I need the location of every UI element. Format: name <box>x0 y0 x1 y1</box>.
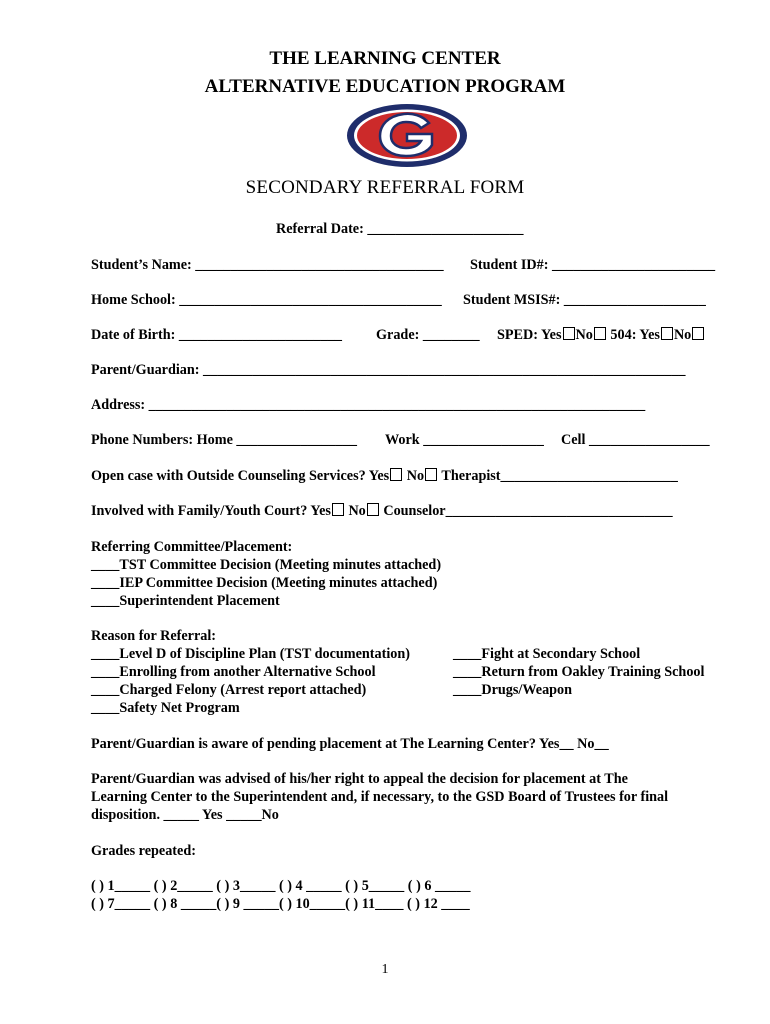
grade-field[interactable]: Grade: ________ <box>376 327 480 343</box>
phone-home-field[interactable]: Phone Numbers: Home _________________ <box>91 432 358 448</box>
reason-item[interactable]: ____Fight at Secondary School <box>453 646 641 662</box>
sped-no-checkbox[interactable] <box>594 327 606 340</box>
s504-yes-checkbox[interactable] <box>661 327 673 340</box>
committee-item[interactable]: ____Superintendent Placement <box>91 593 280 609</box>
advised-line3[interactable]: disposition. _____ Yes _____No <box>91 807 279 823</box>
therapist-field[interactable]: Therapist_________________________ <box>441 468 678 484</box>
sped-yes-checkbox[interactable] <box>563 327 575 340</box>
committee-item[interactable]: ____IEP Committee Decision (Meeting minutes attached) <box>91 575 438 591</box>
s504-yes-label: 504: Yes <box>610 327 660 343</box>
form-title: SECONDARY REFERRAL FORM <box>245 177 525 198</box>
advised-line2: Learning Center to the Superintendent and, if necessary, to the GSD Board of Trustees for final <box>91 789 669 805</box>
sped-no-label: No <box>575 327 593 343</box>
student-id-field[interactable]: Student ID#: _______________________ <box>470 257 716 273</box>
committee-item[interactable]: ____TST Committee Decision (Meeting minutes attached) <box>91 557 442 573</box>
counselor-field[interactable]: Counselor________________________________ <box>383 503 673 519</box>
court-no-checkbox[interactable] <box>367 503 379 516</box>
reason-item[interactable]: ____Return from Oakley Training School <box>453 664 705 680</box>
reason-item[interactable]: ____Level D of Discipline Plan (TST documentation) <box>91 646 410 662</box>
program-title-line1: THE LEARNING CENTER <box>269 48 501 69</box>
student-msis-field[interactable]: Student MSIS#: ____________________ <box>463 292 706 308</box>
referral-date-field[interactable]: Referral Date: ______________________ <box>276 221 524 237</box>
s504-no-checkbox[interactable] <box>692 327 704 340</box>
grades-heading: Grades repeated: <box>91 843 196 859</box>
reason-item[interactable]: ____Charged Felony (Arrest report attached) <box>91 682 367 698</box>
grades-row1[interactable]: ( ) 1_____ ( ) 2_____ ( ) 3_____ ( ) 4 _____ ( ) 5_____ ( ) 6 _____ <box>91 878 471 894</box>
reason-item[interactable]: ____Enrolling from another Alternative School <box>91 664 376 680</box>
g-logo-icon <box>346 103 468 168</box>
committee-heading: Referring Committee/Placement: <box>91 539 293 555</box>
grades-row2[interactable]: ( ) 7_____ ( ) 8 _____( ) 9 _____( ) 10_____( ) 11____ ( ) 12 ____ <box>91 896 470 912</box>
sped-group <box>497 327 705 344</box>
advised-line1: Parent/Guardian was advised of his/her right to appeal the decision for placement at The <box>91 771 628 787</box>
page-number: 1 <box>381 962 389 977</box>
sped-yes-label: SPED: Yes <box>497 327 562 343</box>
reason-item[interactable]: ____Drugs/Weapon <box>453 682 573 698</box>
court-no-label: No <box>348 503 366 519</box>
parent-guardian-field[interactable]: Parent/Guardian: ____________________________________________________________________ <box>91 362 686 378</box>
counseling-yes-checkbox[interactable] <box>390 468 402 481</box>
program-title-line2: ALTERNATIVE EDUCATION PROGRAM <box>204 76 566 97</box>
phone-cell-field[interactable]: Cell _________________ <box>561 432 710 448</box>
counseling-no-label: No <box>406 468 425 484</box>
counseling-no-checkbox[interactable] <box>425 468 437 481</box>
aware-question[interactable]: Parent/Guardian is aware of pending placement at The Learning Center? Yes__ No__ <box>91 736 609 752</box>
counseling-row <box>91 468 678 485</box>
court-question: Involved with Family/Youth Court? Yes <box>91 503 331 519</box>
date-of-birth-field[interactable]: Date of Birth: _______________________ <box>91 327 343 343</box>
reason-item[interactable]: ____Safety Net Program <box>91 700 240 716</box>
phone-work-field[interactable]: Work _________________ <box>385 432 544 448</box>
court-yes-checkbox[interactable] <box>332 503 344 516</box>
counseling-question: Open case with Outside Counseling Services? Yes <box>91 468 390 484</box>
court-row <box>91 503 673 520</box>
home-school-field[interactable]: Home School: _____________________________________ <box>91 292 442 308</box>
reason-heading: Reason for Referral: <box>91 628 217 644</box>
s504-no-label: No <box>673 327 692 343</box>
address-field[interactable]: Address: ______________________________________________________________________ <box>91 397 646 413</box>
student-name-field[interactable]: Student’s Name: ___________________________________ <box>91 257 444 273</box>
